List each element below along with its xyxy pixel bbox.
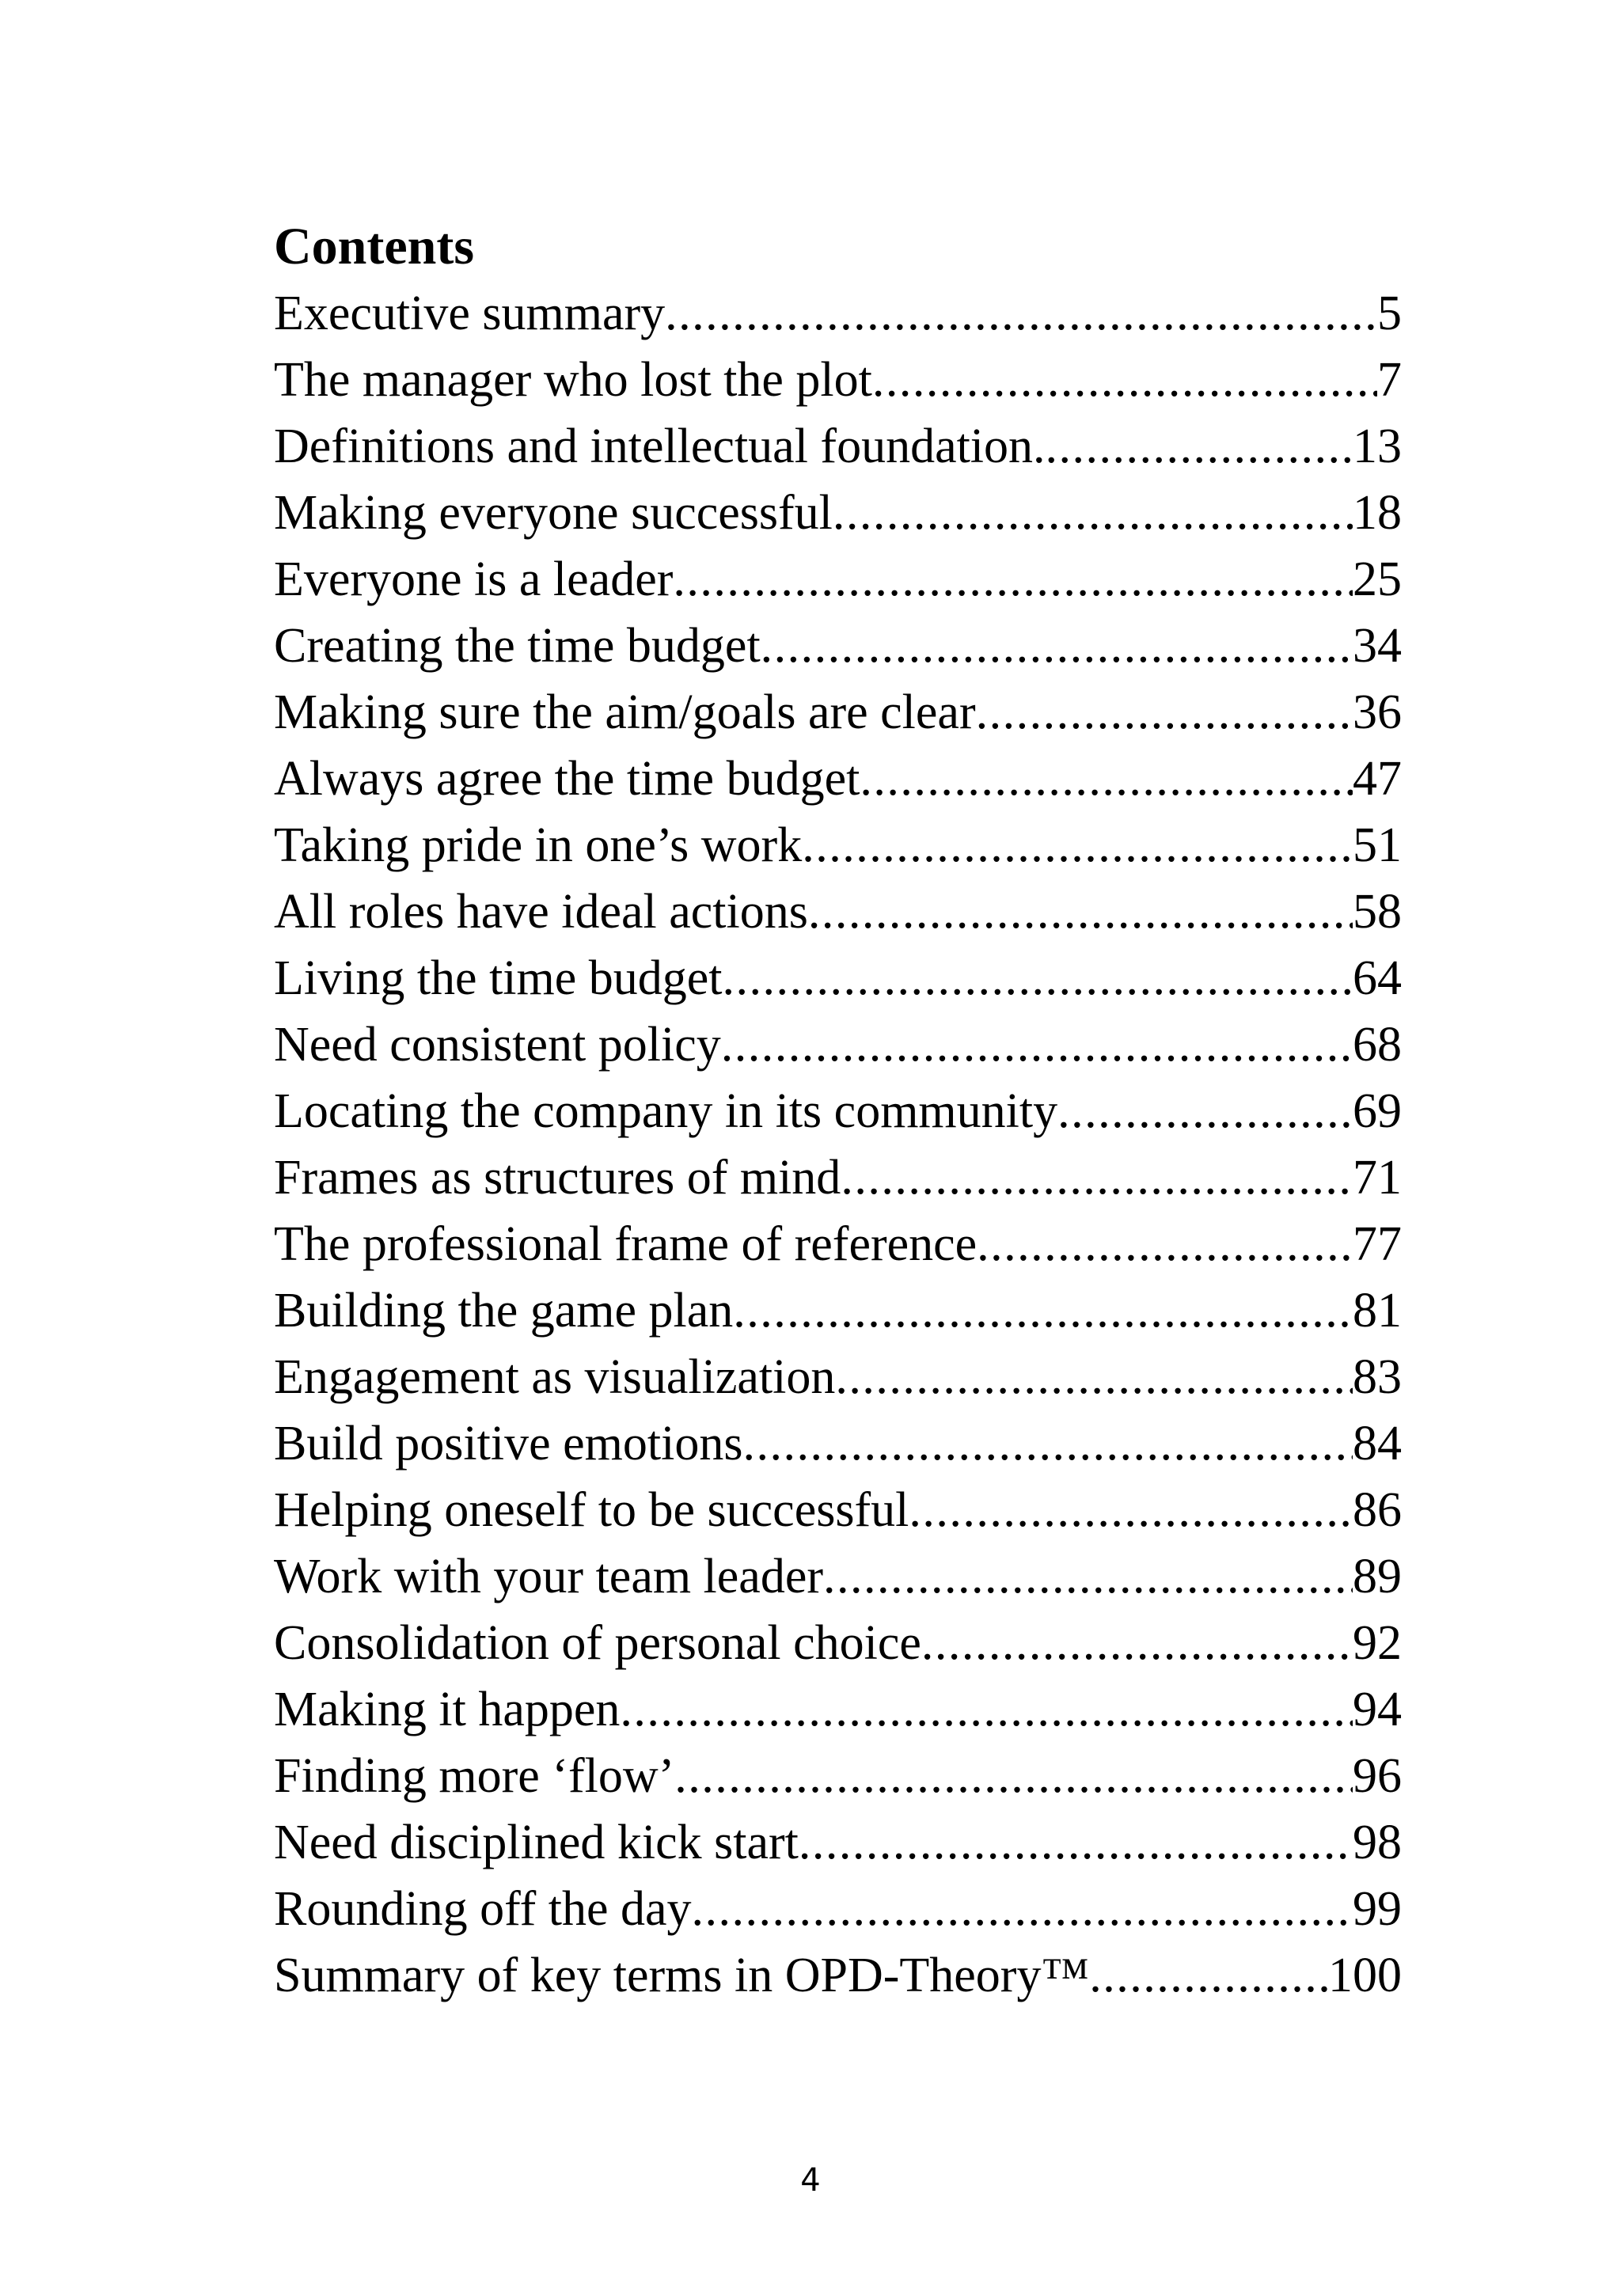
toc-entry-title: Work with your team leader bbox=[274, 1550, 823, 1603]
dot-leader bbox=[860, 746, 1353, 812]
toc-entry[interactable] bbox=[274, 1610, 1402, 1676]
toc-entry-page: 58 bbox=[1353, 885, 1402, 939]
toc-entry[interactable] bbox=[274, 1344, 1402, 1410]
toc-entry-page: 25 bbox=[1353, 552, 1402, 606]
toc-entry-title: Executive summary bbox=[274, 287, 666, 340]
page-number: 4 bbox=[800, 2162, 821, 2199]
toc-entry[interactable] bbox=[274, 480, 1402, 546]
toc-entry-page: 47 bbox=[1353, 752, 1402, 806]
toc-entry-page: 13 bbox=[1353, 419, 1402, 473]
dot-leader bbox=[841, 1144, 1353, 1211]
toc-entry[interactable] bbox=[274, 347, 1402, 413]
toc-entry-page: 5 bbox=[1377, 287, 1402, 340]
toc-entry[interactable] bbox=[274, 812, 1402, 879]
toc-entry[interactable] bbox=[274, 879, 1402, 945]
dot-leader bbox=[665, 280, 1377, 347]
toc-entry-title: Build positive emotions bbox=[274, 1417, 743, 1471]
toc-entry-title: Need consistent policy bbox=[274, 1018, 721, 1072]
dot-leader bbox=[802, 812, 1353, 879]
toc-entry-title: Everyone is a leader bbox=[274, 552, 674, 606]
dot-leader bbox=[833, 480, 1353, 546]
toc-entry-title: Rounding off the day bbox=[274, 1882, 692, 1936]
toc-entry[interactable] bbox=[274, 1743, 1402, 1809]
toc-entry-page: 34 bbox=[1353, 619, 1402, 673]
toc-entry-page: 7 bbox=[1377, 353, 1402, 407]
toc-entry-title: Definitions and intellectual foundation. bbox=[274, 419, 1046, 473]
toc-entry-title: Consolidation of personal choice bbox=[274, 1616, 921, 1670]
toc-entry-page: 92 bbox=[1353, 1616, 1402, 1670]
toc-entry[interactable] bbox=[274, 746, 1402, 812]
toc-entry[interactable] bbox=[274, 1942, 1402, 2009]
toc-entry[interactable] bbox=[274, 945, 1402, 1011]
toc-entry-title: The professional frame of reference bbox=[274, 1217, 978, 1271]
toc-entry-page: 98 bbox=[1353, 1816, 1402, 1869]
toc-entry-title: All roles have ideal actions bbox=[274, 885, 808, 939]
toc-entry-title: Making sure the aim/goals are clear bbox=[274, 685, 976, 739]
dot-leader bbox=[723, 945, 1353, 1011]
toc-entry-page: 71 bbox=[1353, 1151, 1402, 1205]
toc-entry[interactable] bbox=[274, 546, 1402, 613]
dot-leader bbox=[921, 1610, 1353, 1676]
toc-entry-page: 68 bbox=[1353, 1018, 1402, 1072]
toc-entry-title: Creating the time budget bbox=[274, 619, 761, 673]
toc-entry-page: 64 bbox=[1353, 951, 1402, 1005]
toc-entry[interactable] bbox=[274, 1809, 1402, 1876]
toc-entry-page: 83 bbox=[1353, 1350, 1402, 1404]
toc-entry-page: 51 bbox=[1353, 818, 1402, 872]
toc-entry-page: 100 bbox=[1328, 1949, 1402, 2002]
dot-leader bbox=[1057, 1078, 1353, 1144]
contents-heading: Contents bbox=[274, 218, 475, 275]
dot-leader bbox=[761, 613, 1353, 679]
toc-entry[interactable] bbox=[274, 1144, 1402, 1211]
dot-leader bbox=[799, 1809, 1353, 1876]
toc-entry-page: 96 bbox=[1353, 1749, 1402, 1803]
toc-entry-page: 94 bbox=[1353, 1683, 1402, 1736]
toc-entry-title: Engagement as visualization bbox=[274, 1350, 836, 1404]
toc-entry[interactable] bbox=[274, 1477, 1402, 1543]
toc-entry-page: 84 bbox=[1353, 1417, 1402, 1471]
dot-leader bbox=[1089, 1942, 1328, 2009]
toc-entry-page: 99 bbox=[1353, 1882, 1402, 1936]
toc-entry-title: Finding more ‘flow’ bbox=[274, 1749, 675, 1803]
toc-entry-page: 36 bbox=[1353, 685, 1402, 739]
toc-entry[interactable] bbox=[274, 280, 1402, 347]
toc-entry-title: Frames as structures of mind bbox=[274, 1151, 841, 1205]
toc-entry-title: Taking pride in one’s work bbox=[274, 818, 803, 872]
dot-leader bbox=[872, 347, 1377, 413]
dot-leader bbox=[674, 1743, 1353, 1809]
toc-entry[interactable] bbox=[274, 413, 1402, 480]
toc-entry-title: The manager who lost the plot bbox=[274, 353, 872, 407]
dot-leader bbox=[1046, 413, 1353, 480]
toc-entry-title: Need disciplined kick start bbox=[274, 1816, 799, 1869]
toc-entry[interactable] bbox=[274, 1876, 1402, 1942]
toc-entry[interactable] bbox=[274, 1011, 1402, 1078]
toc-entry-title: Helping oneself to be successful bbox=[274, 1483, 909, 1537]
toc-entry-title: Living the time budget bbox=[274, 951, 723, 1005]
toc-entry-page: 77 bbox=[1353, 1217, 1402, 1271]
dot-leader bbox=[692, 1876, 1353, 1942]
table-of-contents bbox=[274, 214, 1402, 2009]
toc-entry[interactable] bbox=[274, 1078, 1402, 1144]
toc-entry-title: Locating the company in its community bbox=[274, 1084, 1058, 1138]
dot-leader bbox=[673, 546, 1353, 613]
dot-leader bbox=[976, 679, 1353, 746]
toc-entry[interactable] bbox=[274, 1277, 1402, 1344]
toc-entry-page: 86 bbox=[1353, 1483, 1402, 1537]
dot-leader bbox=[909, 1477, 1353, 1543]
toc-entry-title: Always agree the time budget bbox=[274, 752, 860, 806]
dot-leader bbox=[808, 879, 1353, 945]
toc-entry[interactable] bbox=[274, 1410, 1402, 1477]
dot-leader bbox=[835, 1344, 1353, 1410]
toc-entry[interactable] bbox=[274, 679, 1402, 746]
toc-entry-page: 89 bbox=[1353, 1550, 1402, 1603]
toc-entry[interactable] bbox=[274, 1543, 1402, 1610]
toc-entry-title: Making everyone successful bbox=[274, 486, 833, 540]
dot-leader bbox=[733, 1277, 1353, 1344]
dot-leader bbox=[721, 1011, 1353, 1078]
dot-leader bbox=[977, 1211, 1353, 1277]
toc-entry-page: 18 bbox=[1353, 486, 1402, 540]
dot-leader bbox=[823, 1543, 1353, 1610]
dot-leader bbox=[620, 1676, 1353, 1743]
toc-entry-page: 69 bbox=[1353, 1084, 1402, 1138]
toc-entry[interactable] bbox=[274, 1676, 1402, 1743]
toc-entry[interactable] bbox=[274, 1211, 1402, 1277]
toc-entry-title: Summary of key terms in OPD-Theory™ bbox=[274, 1949, 1090, 2002]
toc-entry-title: Building the game plan bbox=[274, 1284, 734, 1338]
dot-leader bbox=[742, 1410, 1353, 1477]
toc-entry-page: 81 bbox=[1353, 1284, 1402, 1338]
toc-list bbox=[274, 280, 1402, 2009]
toc-entry-title: Making it happen bbox=[274, 1683, 621, 1736]
toc-entry[interactable] bbox=[274, 613, 1402, 679]
